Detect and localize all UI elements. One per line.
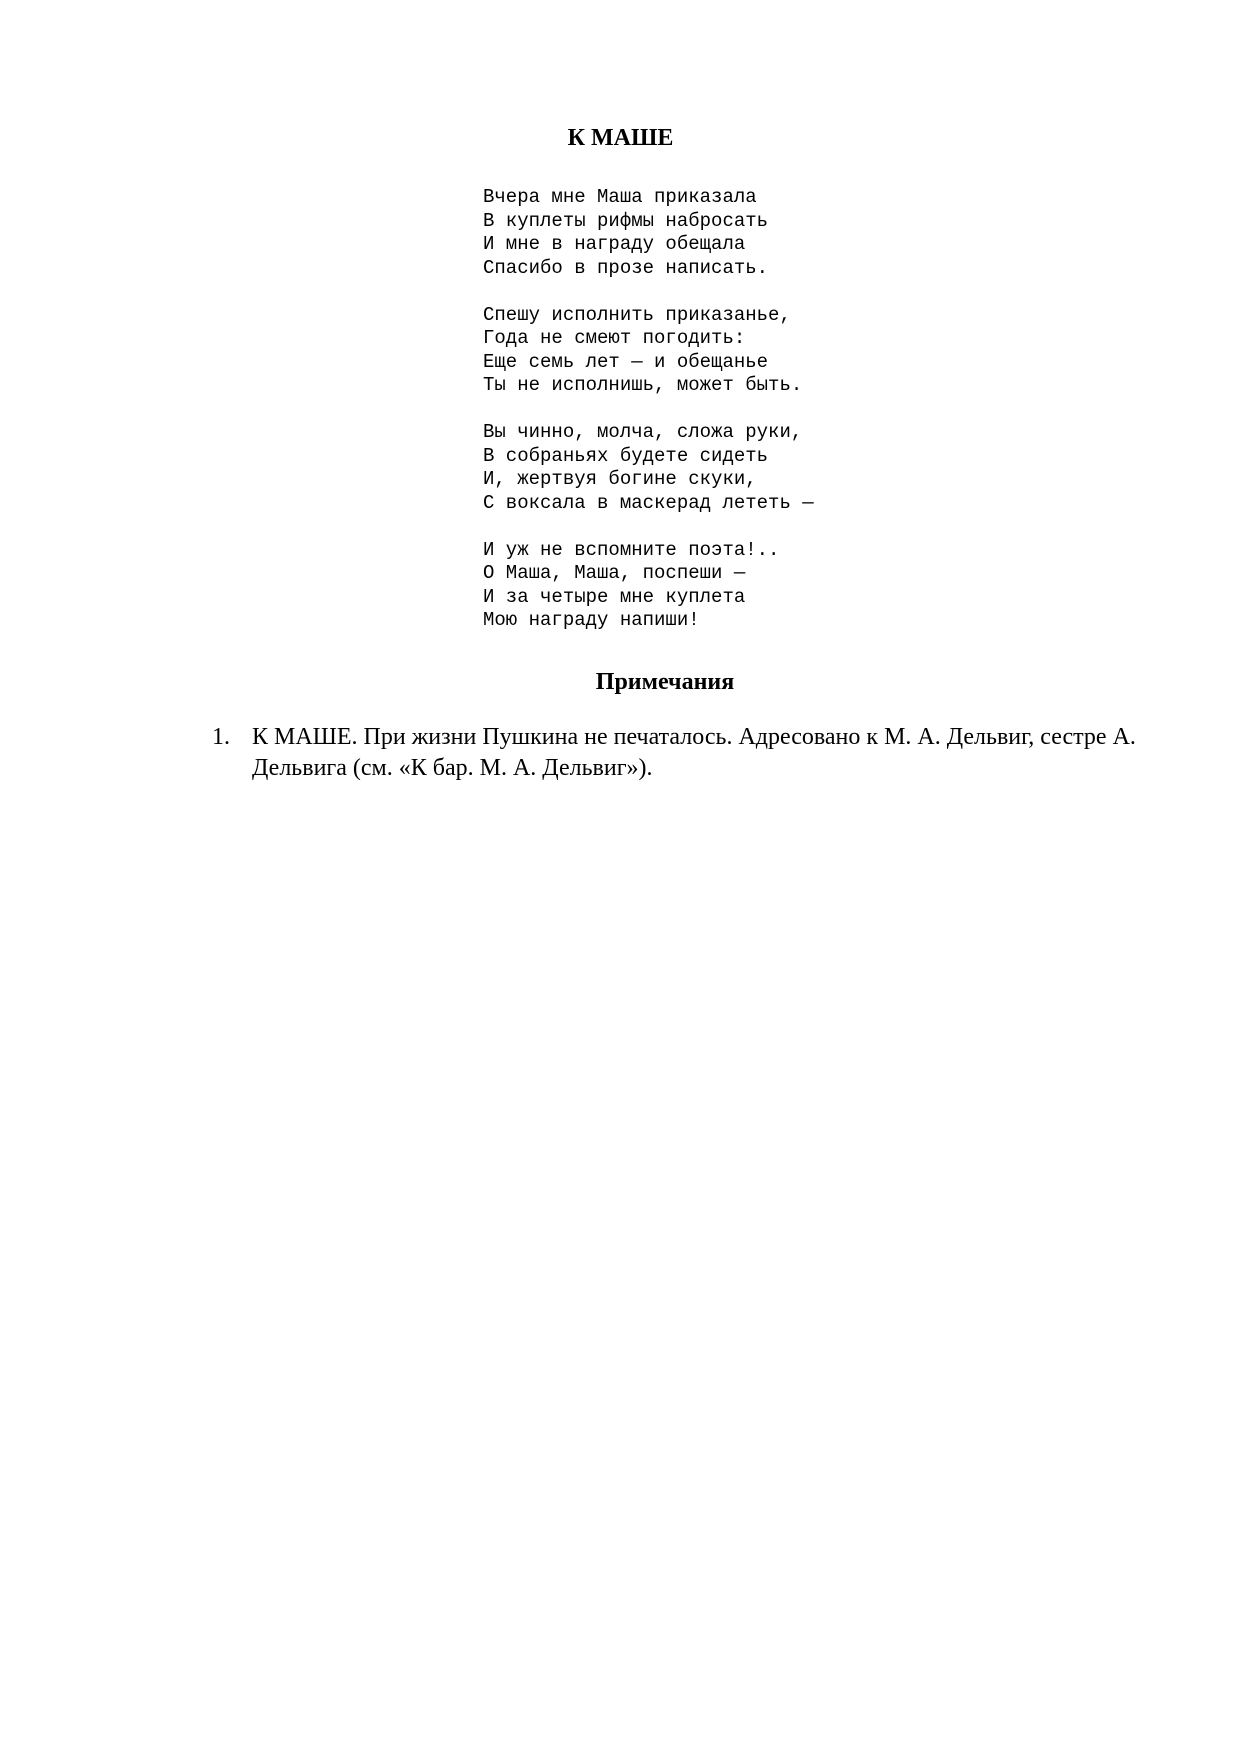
note-number: 1.: [212, 724, 230, 750]
poem-line: Вчера мне Маша приказала: [483, 186, 757, 208]
notes-heading: Примечания: [595, 669, 735, 695]
note-item: [212, 722, 1152, 784]
poem-title: К МАШЕ: [567, 125, 674, 151]
poem-line: Спасибо в прозе написать.: [483, 256, 769, 279]
poem-line: В куплеты рифмы набросать: [483, 209, 769, 232]
poem-body: [483, 186, 1043, 633]
poem-line: О Маша, Маша, поспеши —: [483, 562, 746, 584]
poem-line: Спешу исполнить приказанье,: [483, 303, 791, 326]
notes-list: [212, 722, 1152, 784]
poem-line: С воксала в маскерад лететь —: [483, 491, 814, 514]
stanza-4: [483, 539, 1043, 633]
stanza-1: [483, 186, 1043, 280]
poem-line: И мне в награду обещала: [483, 233, 746, 255]
note-text: К МАШЕ. При жизни Пушкина не печаталось. Адресовано к М. А. Дельвиг, сестре А. Дельвига (см. «К бар. М. А. Дельвиг»).: [252, 724, 1136, 781]
poem-line: И, жертвуя богине скуки,: [483, 468, 757, 490]
stanza-2: [483, 304, 1043, 398]
poem-line: Вы чинно, молча, сложа руки,: [483, 421, 803, 443]
poem-line: Мою награду напиши!: [483, 609, 700, 631]
poem-line: В собраньях будете сидеть: [483, 444, 769, 467]
poem-line: Ты не исполнишь, может быть.: [483, 374, 803, 396]
poem-line: Еще семь лет — и обещанье: [483, 350, 769, 373]
poem-line: И уж не вспомните поэта!..: [483, 538, 780, 561]
poem-line: И за четыре мне куплета: [483, 585, 746, 608]
poem-line: Года не смеют погодить:: [483, 327, 746, 349]
stanza-3: [483, 421, 1043, 515]
